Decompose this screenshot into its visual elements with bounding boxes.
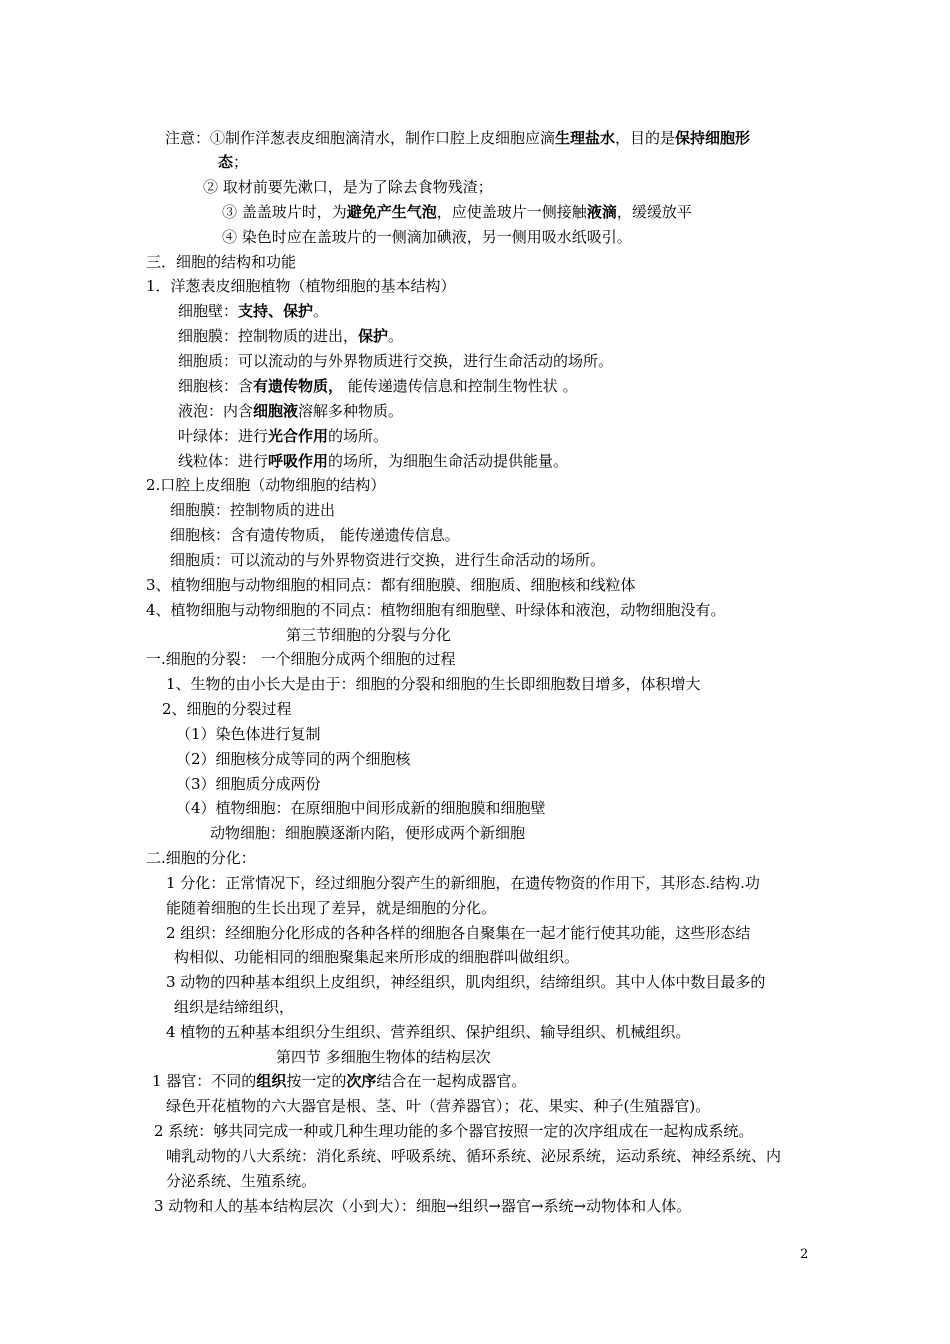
mammal-systems-line-cont: 分泌系统、生殖系统。 (166, 1172, 317, 1190)
structure-hierarchy-line: 3 动物和人的基本结构层次（小到大）：细胞→组织→器官→系统→动物体和人体。 (154, 1197, 692, 1215)
subsection-heading-plant-cell: 1．洋葱表皮细胞植物（植物细胞的基本结构） (146, 277, 456, 295)
division-point-1: 1、生物的由小长大是由于：细胞的分裂和细胞的生长即细胞数目增多，体积增大 (166, 675, 701, 693)
cell-membrane-line: 细胞膜：控制物质的进出，保护。 (178, 327, 404, 345)
note-line-1-cont: 态； (218, 153, 249, 171)
note-line-4: ④ 染色时应在盖玻片的一侧滴加碘液，另一侧用吸水纸吸引。 (222, 228, 632, 246)
section-title-4: 第四节 多细胞生物体的结构层次 (276, 1048, 491, 1066)
page-number: 2 (800, 1247, 809, 1262)
cytoplasm-line: 细胞质：可以流动的与外界物质进行交换，进行生命活动的场所。 (178, 352, 614, 370)
animal-nucleus-line: 细胞核：含有遗传物质， 能传递遗传信息。 (170, 526, 460, 544)
differentiation-point-2-cont: 构相似、功能相同的细胞聚集起来所形成的细胞群叫做组织。 (174, 948, 580, 966)
note-line-2: ② 取材前要先漱口，是为了除去食物残渣； (203, 178, 493, 196)
division-step-4: （4）植物细胞：在原细胞中间形成新的细胞膜和细胞壁 (176, 799, 546, 817)
cell-division-heading: 一.细胞的分裂： 一个细胞分成两个细胞的过程 (146, 650, 456, 668)
animal-cytoplasm-line: 细胞质：可以流动的与外界物资进行交换，进行生命活动的场所。 (170, 551, 606, 569)
division-step-2: （2）细胞核分成等同的两个细胞核 (176, 750, 411, 768)
differentiation-point-3-cont: 组织是结缔组织， (174, 998, 295, 1016)
vacuole-line: 液泡：内含细胞液溶解多种物质。 (178, 402, 404, 420)
differentiation-point-2: 2 组织：经细胞分化形成的各种各样的细胞各自聚集在一起才能行使其功能，这些形态结 (166, 924, 751, 942)
chloroplast-line: 叶绿体：进行光合作用的场所。 (178, 427, 389, 445)
nucleus-line: 细胞核：含有遗传物质， 能传递遗传信息和控制生物性状 。 (178, 377, 578, 395)
division-point-2: 2、细胞的分裂过程 (162, 700, 292, 718)
section-title-3: 第三节细胞的分裂与分化 (286, 626, 452, 644)
cell-differentiation-heading: 二.细胞的分化： (146, 849, 256, 867)
differentiation-point-1-cont: 能随着细胞的生长出现了差异，就是细胞的分化。 (166, 899, 497, 917)
division-step-4-animal: 动物细胞：细胞膜逐渐内陷，便形成两个新细胞 (210, 824, 526, 842)
differentiation-point-4: 4 植物的五种基本组织分生组织、营养组织、保护组织、输导组织、机械组织。 (166, 1023, 691, 1041)
section-heading-3: 三．细胞的结构和功能 (146, 253, 297, 271)
system-line: 2 系统：够共同完成一种或几种生理功能的多个器官按照一定的次序组成在一起构成系统。 (154, 1122, 754, 1140)
cell-wall-line: 细胞壁：支持、保护。 (178, 302, 329, 320)
differentiation-point-1: 1 分化：正常情况下，经过细胞分裂产生的新细胞，在遗传物资的作用下，其形态.结构.功 (166, 874, 760, 892)
similarity-line: 3、植物细胞与动物细胞的相同点：都有细胞膜、细胞质、细胞核和线粒体 (146, 576, 636, 594)
differentiation-point-3: 3 动物的四种基本组织上皮组织，神经组织，肌肉组织，结缔组织。其中人体中数目最多的 (166, 973, 766, 991)
division-step-3: （3）细胞质分成两份 (176, 775, 321, 793)
mammal-systems-line: 哺乳动物的八大系统：消化系统、呼吸系统、循环系统、泌尿系统，运动系统、神经系统、内 (166, 1147, 782, 1165)
subsection-heading-animal-cell: 2.口腔上皮细胞（动物细胞的结构） (146, 476, 386, 494)
mitochondria-line: 线粒体：进行呼吸作用的场所，为细胞生命活动提供能量。 (178, 452, 569, 470)
animal-membrane-line: 细胞膜：控制物质的进出 (170, 501, 336, 519)
division-step-1: （1）染色体进行复制 (176, 725, 321, 743)
plant-organs-line: 绿色开花植物的六大器官是根、茎、叶（营养器官）；花、果实、种子(生殖器官)。 (166, 1097, 711, 1115)
difference-line: 4、植物细胞与动物细胞的不同点：植物细胞有细胞壁、叶绿体和液泡，动物细胞没有。 (146, 601, 726, 619)
note-line-3: ③ 盖盖玻片时，为避免产生气泡，应使盖玻片一侧接触液滴，缓缓放平 (222, 203, 692, 221)
organ-line: 1 器官：不同的组织按一定的次序结合在一起构成器官。 (152, 1072, 527, 1090)
note-line-1: 注意：①制作洋葱表皮细胞滴清水，制作口腔上皮细胞应滴生理盐水，目的是保持细胞形 (165, 129, 751, 147)
